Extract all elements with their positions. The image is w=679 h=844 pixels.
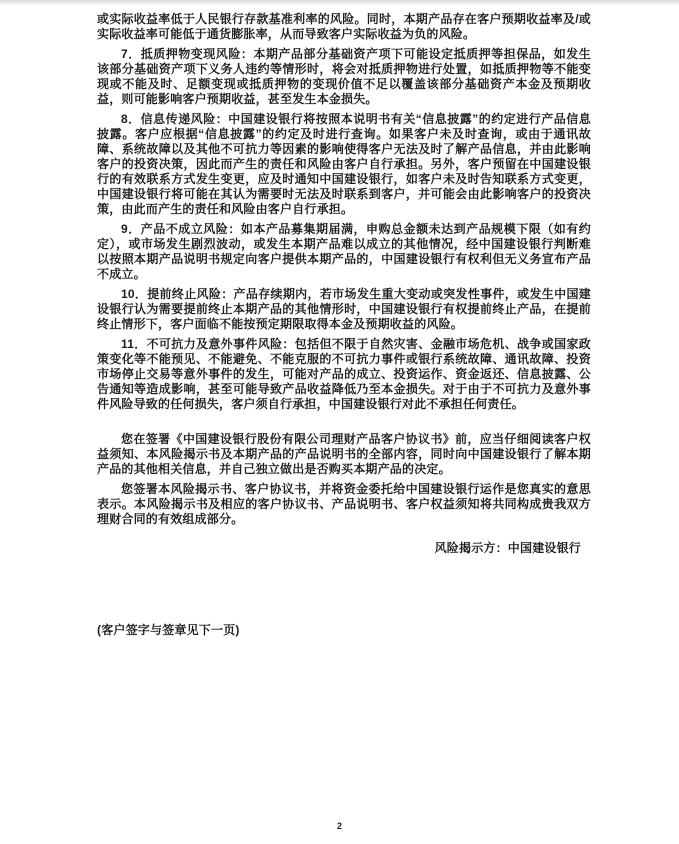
risk-item-11: 11．不可抗力及意外事件风险：包括但不限于自然灾害、金融市场危机、战争或国家政策变化等不能预见、不能避免、不能克服的不可抗力事件或银行系统故障、通讯故障、投资市场停止交易等意外事件的发生，可能对产品的成立、投资运作、资金返还、信息披露、公告通知等造成影响，甚至可能导致产品收益降低乃至本金损失。对于由于不可抗力及意外事件风险导致的任何损失，客户须自行承担，中国建设银行对此不承担任何责任。 — [97, 337, 591, 411]
risk-discloser-line: 风险揭示方：中国建设银行 — [434, 541, 581, 555]
page-number: 2 — [336, 821, 342, 831]
signature-note: (客户签字与签章见下一页) — [97, 623, 240, 637]
document-content — [97, 12, 591, 638]
paragraph-continuation: 或实际收益率低于人民银行存款基准利率的风险。同时，本期产品存在客户预期收益率及/或实际收益率可能低于通货膨胀率，从而导致客户实际收益为负的风险。 — [97, 12, 591, 41]
risk-item-9: 9．产品不成立风险：如本产品募集期届满，申购总金额未达到产品规模下限（如有约定），或市场发生剧烈波动，或发生本期产品难以成立的其他情况，经中国建设银行判断难以按照本期产品说明书规定向客户提供本期产品的，中国建设银行有权利但无义务宣布产品不成立。 — [97, 222, 591, 281]
page-top-edge — [0, 0, 679, 5]
risk-item-8: 8．信息传递风险：中国建设银行将按照本说明书有关“信息披露”的约定进行产品信息披露。客户应根据“信息披露”的约定及时进行查询。如果客户未及时查询，或由于通讯故障、系统故障以及其他不可抗力等因素的影响使得客户无法及时了解产品信息，并由此影响客户的投资决策，因此而产生的责任和风险由客户自行承担。另外，客户预留在中国建设银行的有效联系方式发生变更，应及时通知中国建设银行，如客户未及时告知联系方式变更，中国建设银行将可能在其认为需要时无法及时联系到客户，并可能会由此影响客户的投资决策，由此而产生的责任和风险由客户自行承担。 — [97, 112, 591, 216]
risk-item-10: 10．提前终止风险：产品存续期内，若市场发生重大变动或突发性事件，或发生中国建设银行认为需要提前终止本期产品的其他情形时，中国建设银行有权提前终止产品，在提前终止情形下，客户面临不能按预定期限取得本金及预期收益的风险。 — [97, 287, 591, 331]
closing-paragraph-2: 您签署本风险揭示书、客户协议书，并将资金委托给中国建设银行运作是您真实的意思表示。本风险揭示书及相应的客户协议书、产品说明书、客户权益须知将共同构成贵我双方理财合同的有效组成部分。 — [97, 482, 591, 526]
closing-paragraph-1: 您在签署《中国建设银行股份有限公司理财产品客户协议书》前，应当仔细阅读客户权益须知、本风险揭示书及本期产品的产品说明书的全部内容，同时向中国建设银行了解本期产品的其他相关信息，并自己独立做出是否购买本期产品的决定。 — [97, 432, 591, 476]
risk-item-7: 7．抵质押物变现风险：本期产品部分基础资产项下可能设定抵质押等担保品，如发生该部分基础资产项下义务人违约等情形时，将会对抵质押物进行处置，如抵质押物等不能变现或不能及时、足额变现或抵质押物的变现价值不足以覆盖该部分基础资产本金及预期收益，则可能影响客户预期收益，甚至发生本金损失。 — [97, 47, 591, 106]
